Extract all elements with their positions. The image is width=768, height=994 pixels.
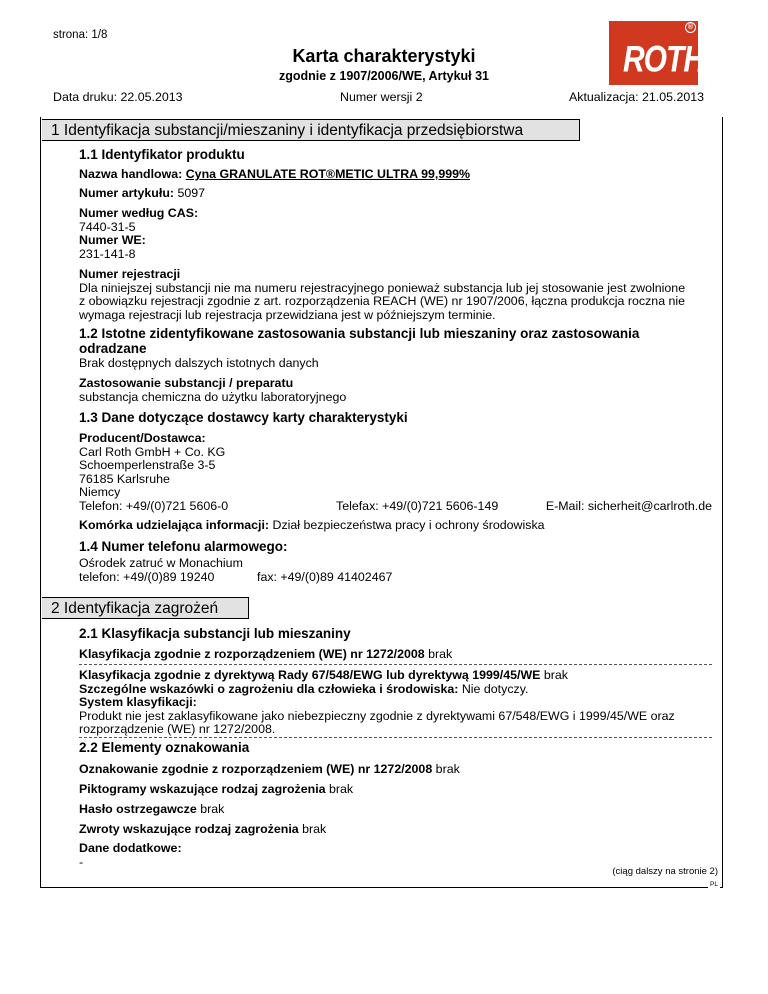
emergency-phone: telefon: +49/(0)89 19240 [79,570,215,584]
system-line: rozporządzenie (WE) nr 1272/2008. [79,722,276,737]
logo-text: ROTH [623,39,704,81]
document-title: Karta charakterystyki [292,46,476,66]
continued-note: (ciąg dalszy na stronie 2) [612,866,718,877]
article-value: 5097 [177,186,206,200]
heading-1-3: 1.3 Dane dotyczące dostawcy karty charakterystyki [79,410,408,425]
registration-line: z obowiązku rejestracji zgodnie z art. rozporządzenia REACH (WE) nr 1907/2006, łączna produkcja roczna nie [79,294,686,309]
language-code: PL [710,881,718,888]
directive-value: brak [543,668,568,682]
additional-data [79,842,182,869]
trade-name-value: Cyna GRANULATE ROT®METIC ULTRA 99,999% [185,167,471,181]
label-clp-value: brak [435,762,460,776]
info-value: Dział bezpieczeństwa pracy i ochrony środowiska [272,518,545,532]
use-value: substancja chemiczna do użytku laboratoryjnego [79,389,347,404]
pictograms-label: Piktogramy wskazujące rodzaj zagrożenia [79,782,326,796]
directive-block [79,669,675,737]
system-line: Produkt nie jest zaklasyfikowane jako niebezpieczny zgodnie z dyrektywami 67/548/EWG i 1999/45/WE oraz [79,708,675,723]
special-value: Nie dotyczy. [461,681,529,696]
pictograms-value: brak [328,782,354,796]
producer-country: Niemcy [79,485,121,500]
producer-city: 76185 Karlsruhe [79,471,170,486]
heading-1-2 [79,326,639,356]
we-value: 231-141-8 [79,246,136,261]
section-1-heading: 1 Identyfikacja substancji/mieszaniny i identyfikacja przedsiębiorstwa [42,119,580,141]
article-number [79,187,205,201]
signal-word [79,803,224,817]
heading-1-2-line: 1.2 Istotne zidentyfikowane zastosowania substancji lub mieszaniny oraz zastosowania [79,326,640,341]
cas-block [79,207,198,261]
document-subtitle: zgodnie z 1907/2006/WE, Artykuł 31 [278,69,490,83]
special-label: Szczególne wskazówki o zagrożeniu dla człowieka i środowiska: [79,681,459,696]
pictograms [79,783,353,797]
registration-label: Numer rejestracji [79,267,181,281]
info-label: Komórka udzielająca informacji: [79,518,270,532]
dashed-divider [79,664,712,665]
use-label: Zastosowanie substancji / preparatu [79,376,294,390]
heading-2-2: 2.2 Elementy oznakowania [79,740,250,755]
no-data-note: Brak dostępnych dalszych istotnych danych [79,356,319,370]
info-dept [79,519,545,533]
heading-2-1: 2.1 Klasyfikacja substancji lub mieszaniny [79,626,351,641]
emergency-name: Ośrodek zatruć w Monachium [79,556,243,570]
supplier-email[interactable]: E-Mail: sicherheit@carlroth.de [545,499,712,513]
heading-1-2-line: odradzane [79,341,147,356]
we-label: Numer WE: [79,233,146,248]
trade-name-label: Nazwa handlowa: [79,167,183,181]
update-date: Aktualizacja: 21.05.2013 [569,90,705,104]
use-block [79,377,346,404]
producer-name: Carl Roth GmbH + Co. KG [79,444,226,459]
hazard-statements [79,823,326,837]
supplier-fax: Telefax: +49/(0)721 5606-149 [336,499,499,513]
hazard-label: Zwroty wskazujące rodzaj zagrożenia [79,822,299,836]
registered-mark: ® [685,22,696,33]
registration-line: wymaga rejestracji lub rejestracja przewidziana jest w późniejszym terminie. [79,307,496,322]
cas-label: Numer według CAS: [79,206,199,220]
producer-label: Producent/Dostawca: [79,431,206,445]
section-2-heading: 2 Identyfikacja zagrożeń [42,597,249,619]
clp-classification [79,648,452,662]
heading-1-4: 1.4 Numer telefonu alarmowego: [79,539,288,554]
signal-value: brak [200,802,225,816]
version-number: Numer wersji 2 [340,90,423,104]
heading-1-1: 1.1 Identyfikator produktu [79,147,245,162]
clp-label: Klasyfikacja zgodnie z rozporządzeniem (WE) nr 1272/2008 [79,647,425,661]
additional-value: - [79,854,84,869]
additional-label: Dane dodatkowe: [79,841,182,855]
registration-line: Dla niniejszej substancji nie ma numeru rejestracyjnego ponieważ substancja lub jej stosowanie jest zwolnione [79,280,686,295]
directive-label: Klasyfikacja zgodnie z dyrektywą Rady 67/548/EWG lub dyrektywą 1999/45/WE [79,668,541,682]
producer-street: Schoemperlenstraße 3-5 [79,458,216,473]
page-number: strona: 1/8 [53,29,108,41]
roth-logo [609,21,704,85]
registration-block [79,268,685,322]
print-date: Data druku: 22.05.2013 [53,90,183,104]
clp-value: brak [428,647,453,661]
emergency-fax: fax: +49/(0)89 41402467 [257,570,393,584]
signal-label: Hasło ostrzegawcze [79,802,197,816]
trade-name [79,168,470,182]
article-label: Numer artykułu: [79,186,175,200]
dashed-divider [79,737,712,738]
supplier-block [79,432,225,500]
hazard-value: brak [302,822,327,836]
cas-value: 7440-31-5 [79,219,136,234]
label-clp [79,763,460,777]
supplier-phone: Telefon: +49/(0)721 5606-0 [79,499,229,513]
label-clp-label: Oznakowanie zgodnie z rozporządzeniem (WE) nr 1272/2008 [79,762,433,776]
system-label: System klasyfikacji: [79,695,197,710]
